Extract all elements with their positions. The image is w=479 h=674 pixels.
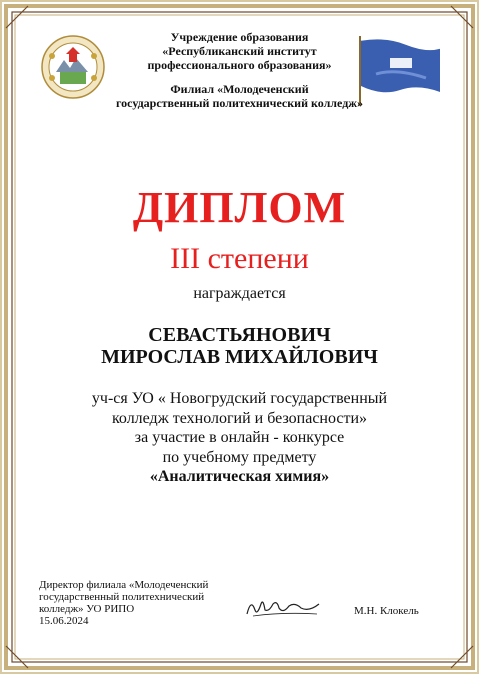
institution-header xyxy=(0,30,479,110)
header-line-1: Учреждение образования xyxy=(170,30,309,44)
subject-name: «Аналитическая химия» xyxy=(149,468,330,485)
header-line-4: Филиал «Молодеченский xyxy=(170,82,309,96)
director-line-3: колледж» УО РИПО xyxy=(39,603,135,615)
issue-date: 15.06.2024 xyxy=(39,615,89,627)
director-line-1: Директор филиала «Молодеченский xyxy=(39,579,209,591)
signer-name: М.Н. Клокель xyxy=(354,605,419,617)
diploma-title: ДИПЛОМ xyxy=(132,183,347,232)
header-line-2: «Республиканский институт xyxy=(162,44,317,58)
signature-icon xyxy=(243,592,323,620)
header-line-5: государственный политехнический колледж» xyxy=(116,96,363,110)
recipient-name xyxy=(0,324,479,368)
award-description xyxy=(0,389,479,487)
header-line-3: профессионального образования» xyxy=(147,58,332,72)
awarded-label: награждается xyxy=(193,285,286,302)
description-line-4: по учебному предмету xyxy=(162,448,317,466)
description-line-1: уч-ся УО « Новогрудский государственный xyxy=(91,390,388,407)
recipient-given-names: МИРОСЛАВ МИХАЙЛОВИЧ xyxy=(101,346,378,368)
description-line-3: за участие в онлайн - конкурсе xyxy=(134,429,345,446)
director-block xyxy=(39,579,259,627)
recipient-surname: СЕВАСТЬЯНОВИЧ xyxy=(148,324,331,346)
director-line-2: государственный политехнический xyxy=(39,591,205,603)
diploma-degree: III степени xyxy=(170,242,309,275)
description-line-2: колледж технологий и безопасности» xyxy=(111,409,368,427)
